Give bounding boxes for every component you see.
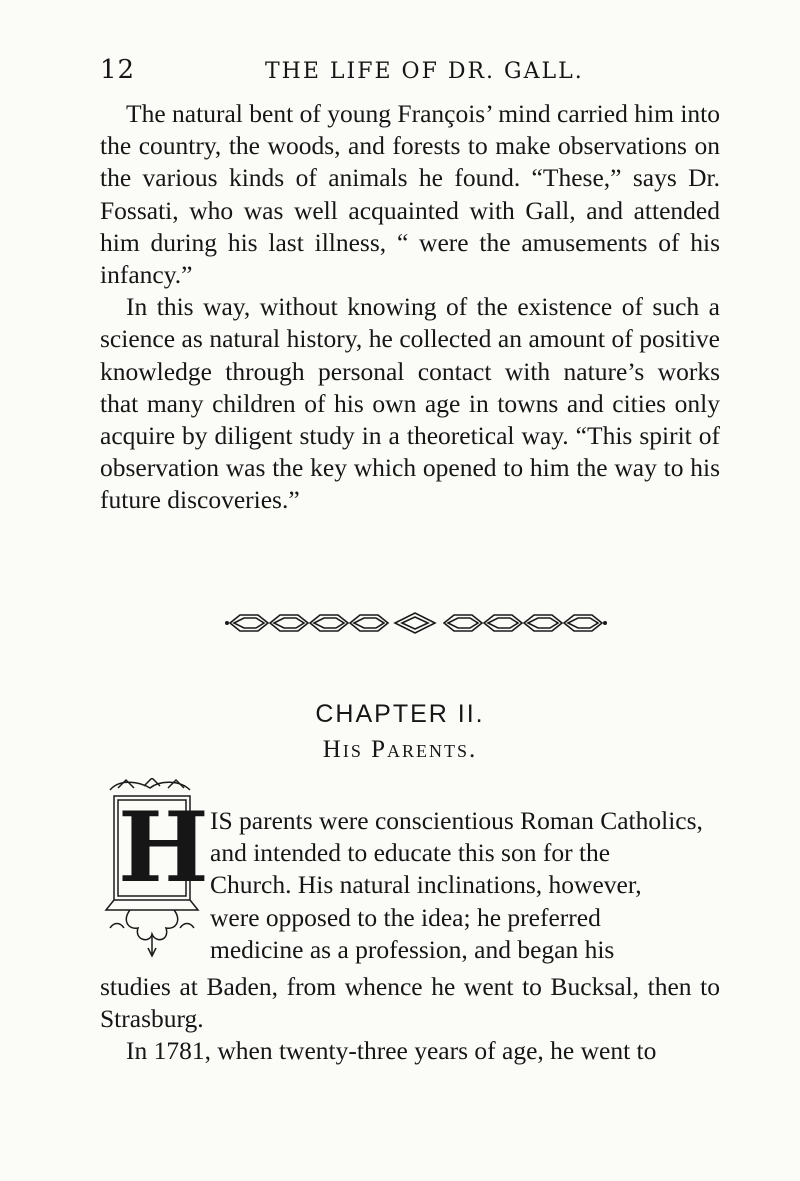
text-line: and intended to educate this son for the	[210, 838, 611, 868]
text-line: medicine as a profession, and began his	[210, 934, 615, 964]
paragraph: In 1781, when twenty-three years of age, he went to	[126, 1036, 657, 1066]
ornamental-dropcap	[100, 778, 209, 958]
page-header	[0, 55, 800, 95]
paragraph: In this way, without knowing of the existence of such a science as natural history, he collected an amount of positive knowledge through personal contact with nature’s works that many children of his own age in towns and cities only acquire by diligent study in a theoretical way. “This spirit of observation was the key which opened to him the way to his future discoveries.”	[100, 292, 720, 515]
paragraph: The natural bent of young François’ mind carried him into the country, the woods, and forests to make observations on the various kinds of animals he found. “These,” says Dr. Fossati, who was well acquainted with Gall, and attended him during his last illness, “ were the amusements of his infancy.”	[100, 99, 720, 290]
body-text-top	[100, 98, 720, 517]
body-text-bottom	[100, 971, 720, 1068]
running-title: THE LIFE OF DR. GALL.	[265, 59, 584, 84]
chapter-title: CHAPTER II.	[315, 700, 485, 728]
chapter-subtitle: His Parents.	[322, 736, 478, 763]
text-line: IS parents were conscientious Roman Catholics,	[210, 806, 703, 835]
dropcap-paragraph	[210, 805, 720, 966]
page-number: 12	[100, 55, 136, 85]
paragraph: studies at Baden, from whence he went to Bucksal, then to Strasburg.	[100, 972, 720, 1034]
dropcap-letter: H	[118, 791, 209, 904]
decorative-ornament-divider	[225, 607, 607, 639]
text-line: Church. His natural inclinations, however,	[210, 870, 642, 900]
text-line: were opposed to the idea; he preferred	[210, 902, 601, 932]
